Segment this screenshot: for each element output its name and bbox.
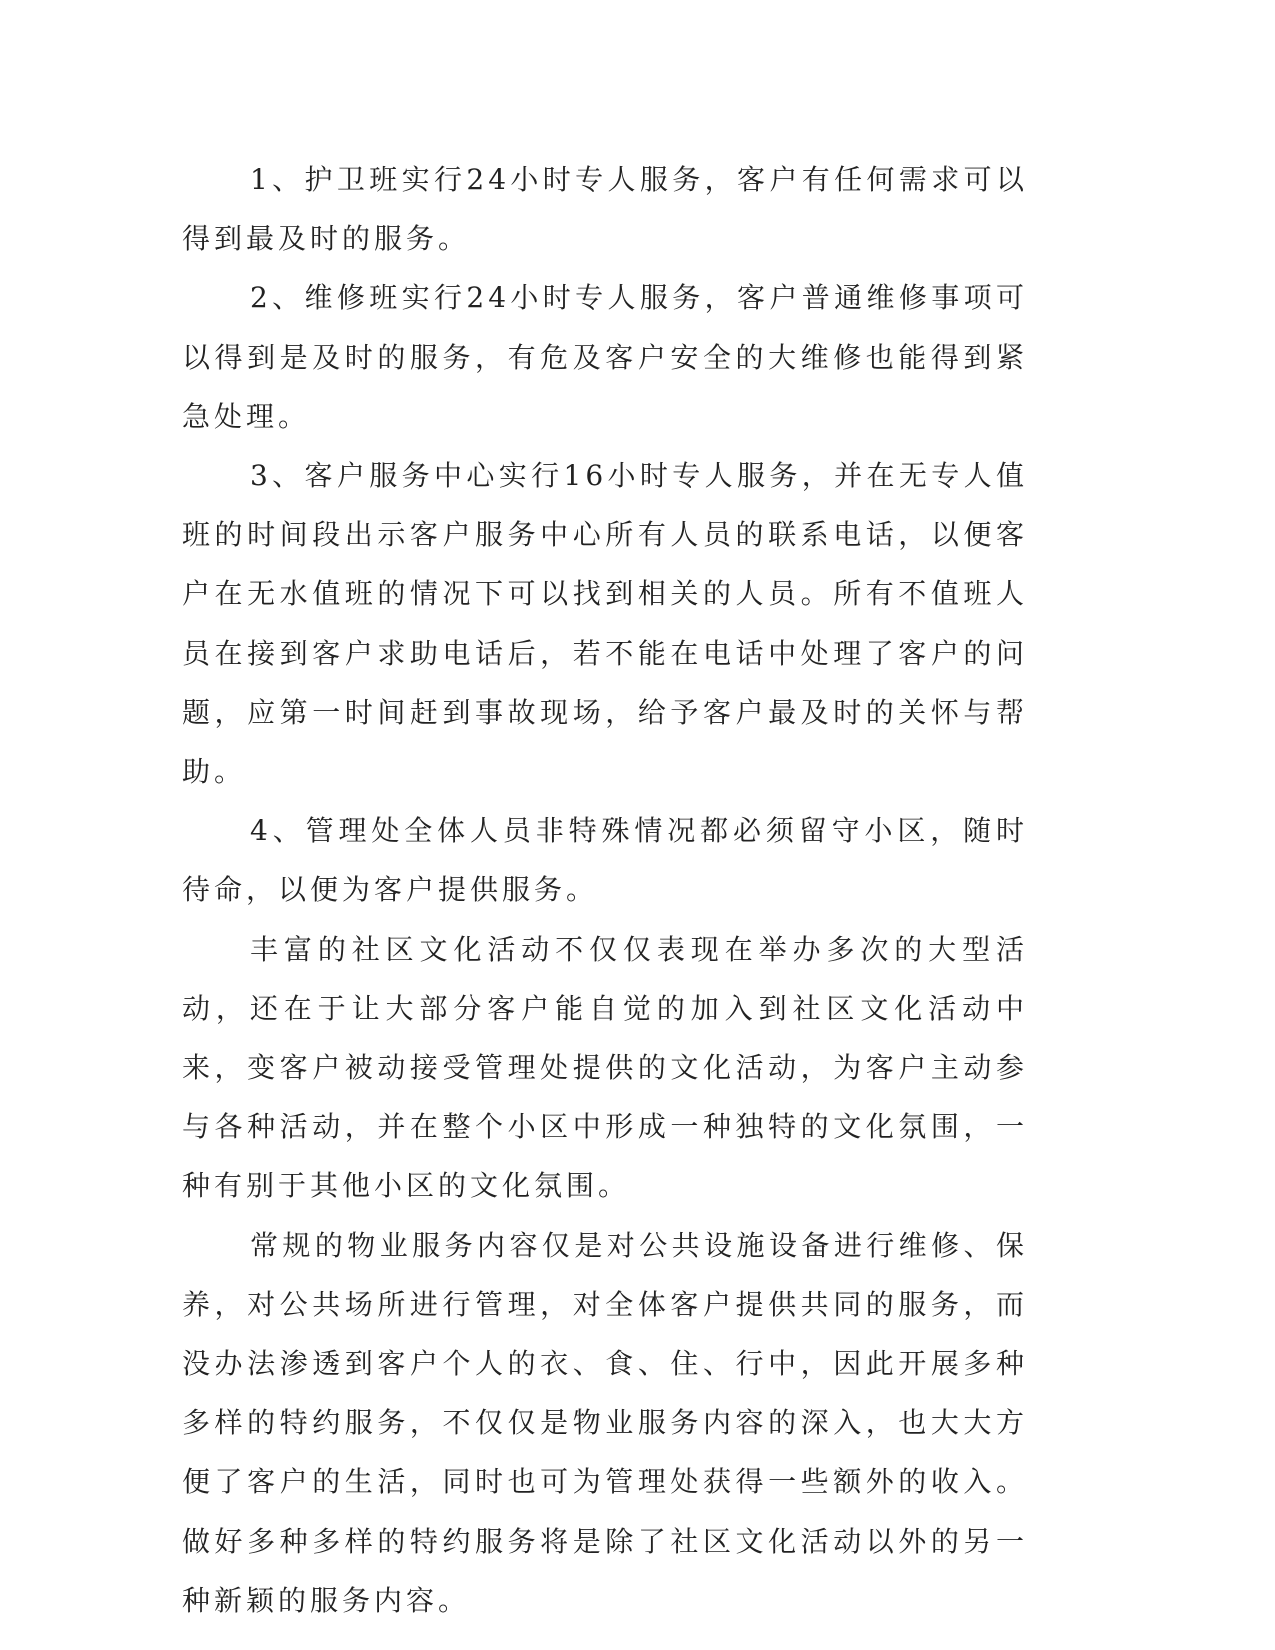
document-body [182, 150, 1028, 1630]
paragraph-community-culture: 丰富的社区文化活动不仅仅表现在举办多次的大型活动，还在于让大部分客户能自觉的加入到社区文化活动中来，变客户被动接受管理处提供的文化活动，为客户主动参与各种活动，并在整个小区中形成一种独特的文化氛围，一种有别于其他小区的文化氛围。 [182, 932, 1028, 1203]
paragraph-security-service: 1、护卫班实行24小时专人服务，客户有任何需求可以得到最及时的服务。 [182, 163, 1028, 256]
paragraph-special-services: 常规的物业服务内容仅是对公共设施设备进行维修、保养，对公共场所进行管理，对全体客户提供共同的服务，而没办法渗透到客户个人的衣、食、住、行中，因此开展多种多样的特约服务，不仅仅是物业服务内容的深入，也大大方便了客户的生活，同时也可为管理处获得一些额外的收入。做好多种多样的特约服务将是除了社区文化活动以外的另一种新颖的服务内容。 [182, 1228, 1028, 1617]
paragraph-customer-service-center: 3、客户服务中心实行16小时专人服务，并在无专人值班的时间段出示客户服务中心所有人员的联系电话，以便客户在无水值班的情况下可以找到相关的人员。所有不值班人员在接到客户求助电话后，若不能在电话中处理了客户的问题，应第一时间赶到事故现场，给予客户最及时的关怀与帮助。 [182, 459, 1028, 789]
paragraph-management-staff: 4、管理处全体人员非特殊情况都必须留守小区，随时待命，以便为客户提供服务。 [182, 814, 1028, 907]
paragraph-maintenance-service: 2、维修班实行24小时专人服务，客户普通维修事项可以得到是及时的服务，有危及客户安全的大维修也能得到紧急处理。 [182, 281, 1028, 433]
